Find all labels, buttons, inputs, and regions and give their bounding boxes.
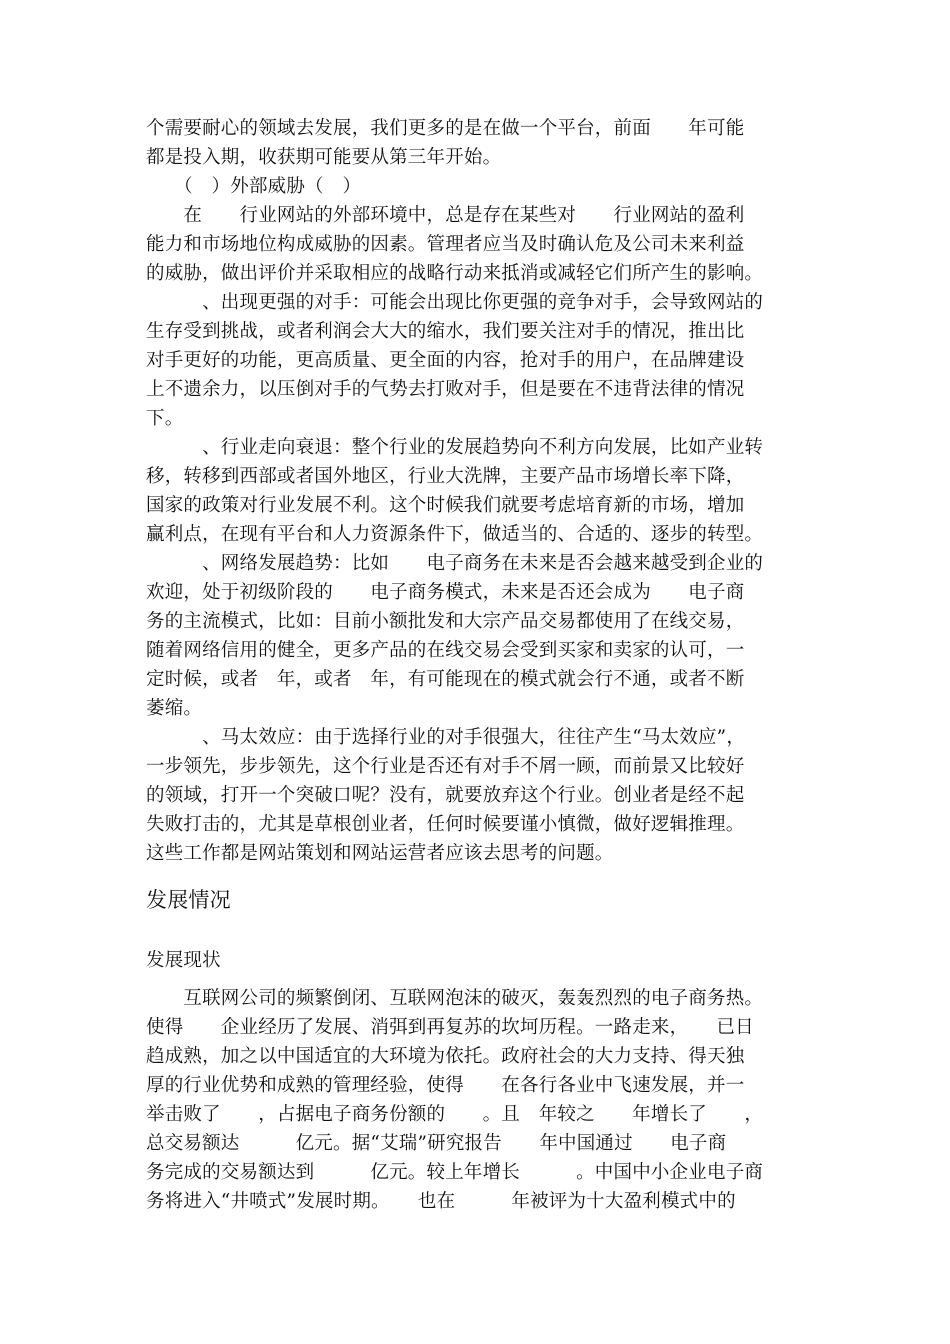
intro-paragraph-end [146, 114, 808, 172]
text-line: 务的主流模式，比如：目前小额批发和大宗产品交易都使用了在线交易， [146, 611, 745, 632]
text-line: 的领域，打开一个突破口呢？没有，就要放弃这个行业。创业者是经不起 [146, 785, 745, 806]
text-line: 、网络发展趋势：比如 电子商务在未来是否会越来越受到企业的 [146, 553, 764, 574]
text-line: 总交易额达 亿元。据“艾瑞”研究报告 年中国通过 电子商 [146, 1133, 727, 1154]
text-line: 、马太效应：由于选择行业的对手很强大，往往产生“马太效应”， [146, 727, 746, 748]
text-line: 厚的行业优势和成熟的管理经验，使得 在各行各业中飞速发展，并一 [146, 1075, 745, 1096]
text-line: 能力和市场地位构成威胁的因素。管理者应当及时确认危及公司未来利益 [146, 234, 745, 255]
threat-industry-decline [146, 433, 808, 549]
text-line: 使得 企业经历了发展、消弭到再复苏的坎坷历程。一路走来， 已日 [146, 1017, 754, 1038]
spacer [146, 976, 808, 984]
text-line: 在 行业网站的外部环境中，总是存在某些对 行业网站的盈利 [146, 205, 745, 226]
threat-matthew-effect [146, 723, 808, 868]
text-line: 赢利点，在现有平台和人力资源条件下，做适当的、合适的、逐步的转型。 [146, 524, 764, 545]
section-heading: 发展情况 [146, 888, 231, 912]
text-line: 这些工作都是网站策划和网站运营者应该去思考的问题。 [146, 843, 614, 864]
text-line: 个需要耐心的领域去发展，我们更多的是在做一个平台，前面 年可能 [146, 118, 745, 139]
text-line: 失败打击的，尤其是草根创业者，任何时候要谨小慎微，做好逻辑推理。 [146, 814, 745, 835]
text-line: 上不遗余力，以压倒对手的气势去打败对手，但是要在不违背法律的情况 [146, 379, 745, 400]
text-line: 随着网络信用的健全，更多产品的在线交易会受到买家和卖家的认可，一 [146, 640, 745, 661]
text-line: 务完成的交易额达到 亿元。较上年增长 。中国中小企业电子商 [146, 1162, 764, 1183]
document-body [146, 114, 808, 1216]
text-line: 下。 [146, 408, 184, 429]
text-line: 移，转移到西部或者国外地区，行业大洗牌，主要产品市场增长率下降， [146, 466, 745, 487]
threats-intro-paragraph [146, 201, 808, 288]
threat-stronger-rivals [146, 288, 808, 433]
text-line: 国家的政策对行业发展不利。这个时候我们就要考虑培育新的市场，增加 [146, 495, 745, 516]
development-status-paragraph [146, 984, 808, 1216]
text-line: 举击败了 ，占据电子商务份额的 。且 年较之 年增长了 ， [146, 1104, 764, 1125]
threat-network-trend [146, 549, 808, 723]
text-line: 欢迎，处于初级阶段的 电子商务模式，未来是否还会成为 电子商 [146, 582, 745, 603]
text-line: 都是投入期，收获期可能要从第三年开始。 [146, 147, 502, 168]
text-line: 、行业走向衰退：整个行业的发展趋势向不利方向发展，比如产业转 [146, 437, 764, 458]
subsection-heading: 发展现状 [146, 950, 221, 971]
text-line: 、出现更强的对手：可能会出现比你更强的竞争对手，会导致网站的 [146, 292, 764, 313]
text-line: 对手更好的功能，更高质量、更全面的内容，抢对手的用户，在品牌建设 [146, 350, 745, 371]
text-line: 趋成熟，加之以中国适宜的大环境为依托。政府社会的大力支持、得天独 [146, 1046, 745, 1067]
text-line: 的威胁，做出评价并采取相应的战略行动来抵消或减轻它们所产生的影响。 [146, 263, 764, 284]
text-line: 定时候，或者 年，或者 年，有可能现在的模式就会行不通，或者不断 [146, 669, 745, 690]
text-line: 务将进入“井喷式”发展时期。 也在 年被评为十大盈利模式中的 [146, 1191, 736, 1212]
text-line: 萎缩。 [146, 698, 203, 719]
threats-heading: （ ）外部威胁（ ） [146, 176, 362, 197]
text-line: 生存受到挑战，或者利润会大大的缩水，我们要关注对手的情况，推出比 [146, 321, 745, 342]
text-line: 一步领先，步步领先，这个行业是否还有对手不屑一顾，而前景又比较好 [146, 756, 745, 777]
text-line: 互联网公司的频繁倒闭、互联网泡沫的破灭，轰轰烈烈的电子商务热。 [146, 988, 764, 1009]
